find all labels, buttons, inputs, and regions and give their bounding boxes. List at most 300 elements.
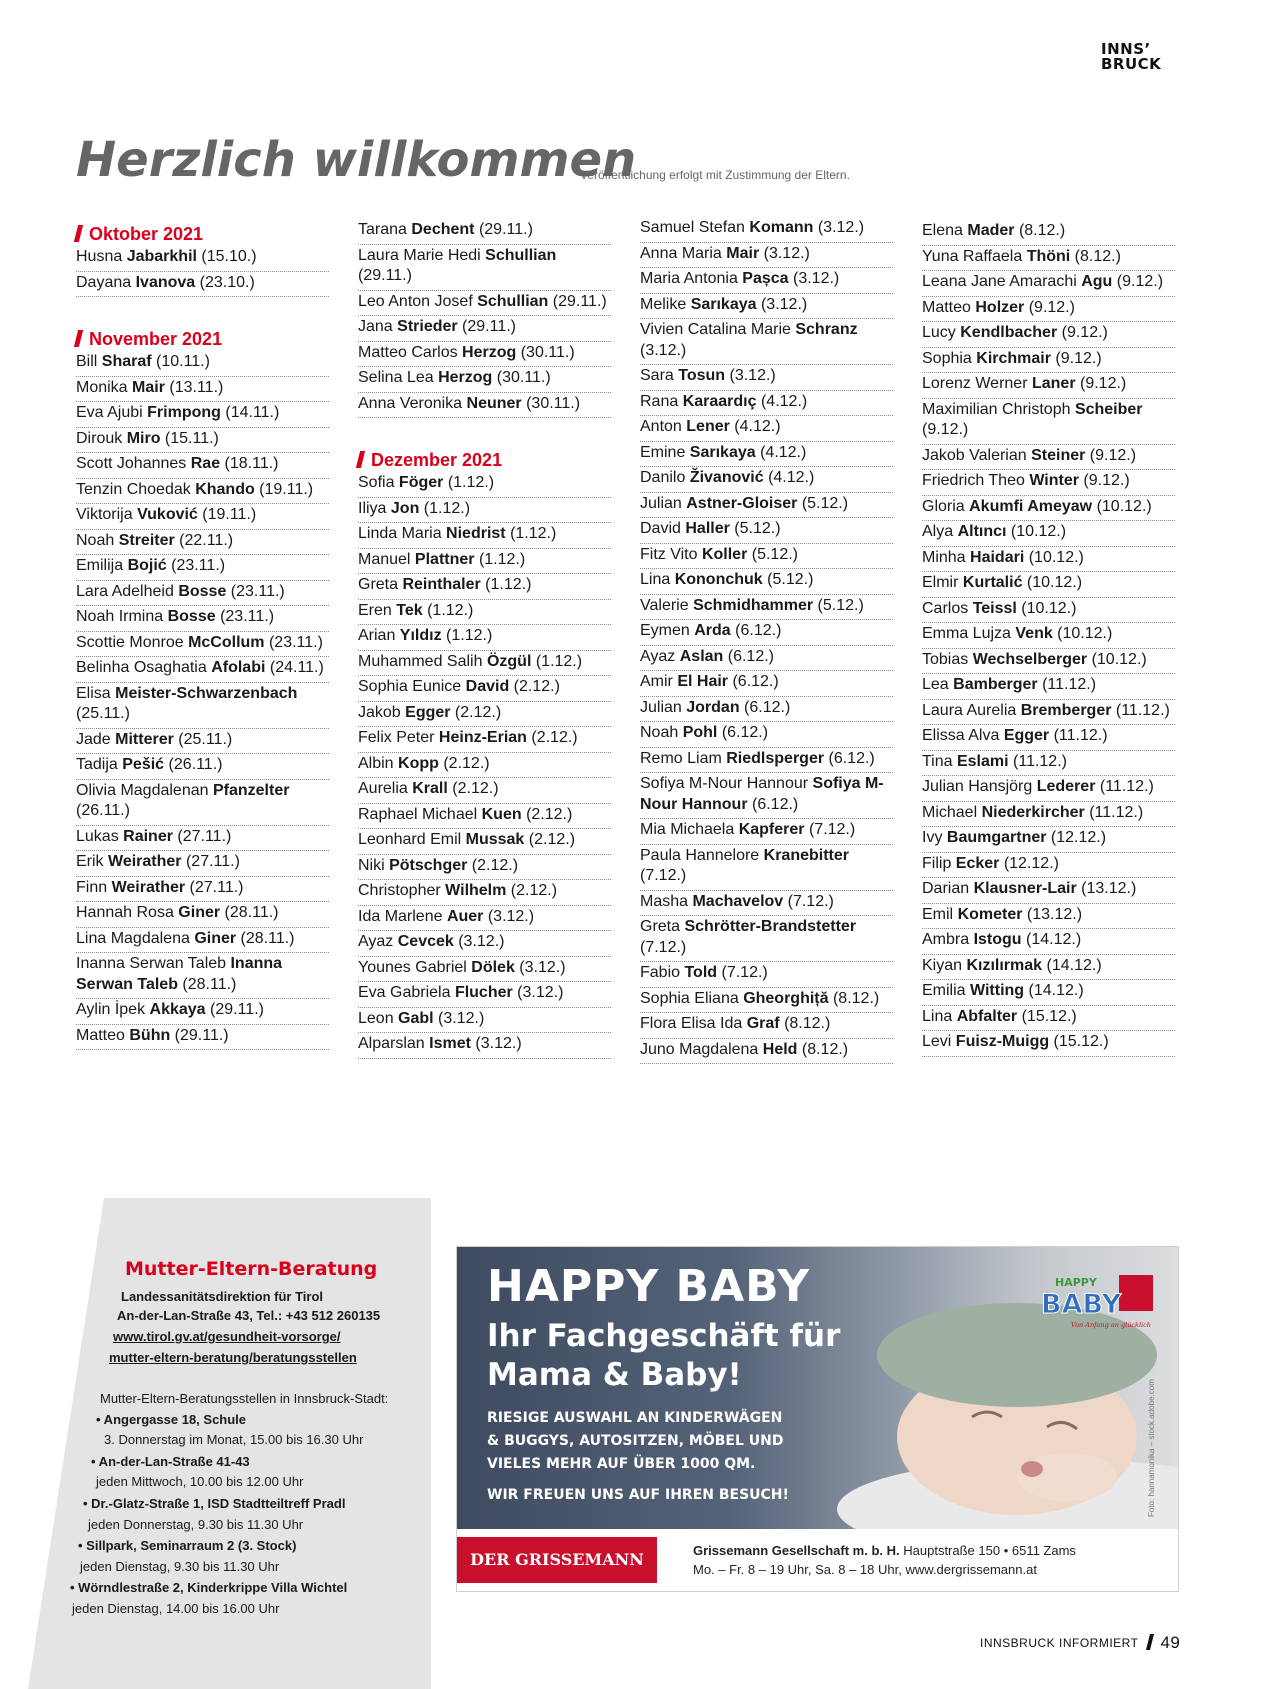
first-names: Tobias [922, 650, 973, 668]
birth-date: (12.12.) [999, 854, 1059, 872]
birth-date: (15.12.) [1017, 1007, 1077, 1025]
first-names: Jade [76, 730, 116, 748]
birth-date: (14.11.) [220, 404, 280, 421]
birth-entry [640, 391, 893, 417]
surname: Ecker [955, 854, 1000, 872]
birth-entry [358, 651, 611, 677]
month-label: Dezember 2021 [371, 450, 503, 470]
birth-date: (1.12.) [480, 576, 532, 593]
birth-entry [922, 674, 1175, 700]
surname: Klausner-Lair [973, 880, 1077, 897]
ad-headline: HAPPY BABY [487, 1261, 811, 1312]
first-names: Danilo [640, 469, 690, 486]
birth-entry [922, 1006, 1175, 1032]
surname: Meister-Schwarzenbach [115, 684, 298, 702]
surname: Sharaf [101, 353, 152, 370]
birth-entry [922, 521, 1175, 547]
surname: Egger [405, 703, 451, 721]
surname: Herzog [438, 369, 493, 386]
first-names: Ida Marlene [358, 907, 447, 925]
birth-entry [922, 929, 1175, 955]
surname: Kopp [398, 754, 439, 772]
first-names: Aurelia [358, 780, 413, 797]
birth-date: (7.12.) [640, 938, 687, 956]
birth-date: (3.12.) [483, 907, 535, 925]
surname: Graf [746, 1015, 780, 1032]
surname: Eslami [956, 752, 1009, 770]
first-names: Tenzin Choedak [76, 480, 196, 498]
birth-entry [76, 504, 329, 530]
first-names: Paula Hannelore [640, 846, 764, 864]
surname: Özgül [486, 652, 532, 670]
birth-entry [922, 827, 1175, 853]
surname: Haidari [970, 548, 1025, 566]
first-names: Jana [358, 318, 398, 335]
first-names: Tarana [358, 221, 412, 238]
birth-entry [640, 697, 893, 723]
birth-date: (27.11.) [185, 878, 244, 896]
birth-date: (14.12.) [1024, 982, 1084, 999]
beratung-place-name: • Sillpark, Seminarraum 2 (3. Stock) [78, 1538, 297, 1553]
birth-entry [640, 620, 893, 646]
birth-date: (10.12.) [1052, 625, 1113, 642]
surname: Steiner [1031, 446, 1086, 464]
birth-entry [922, 373, 1175, 399]
surname: Inanna Serwan Taleb [76, 955, 283, 993]
first-names: Greta [640, 918, 685, 935]
first-names: Sophia Eliana [640, 989, 744, 1007]
birth-entry [358, 906, 611, 932]
birth-date: (10.12.) [1016, 599, 1077, 617]
surname: Neuner [466, 394, 522, 412]
birth-date: (10.11.) [151, 353, 210, 370]
birth-entry [922, 496, 1175, 522]
birth-date: (11.12.) [1111, 701, 1170, 719]
birth-entry [76, 555, 329, 581]
first-names: Masha [640, 892, 693, 910]
birth-date: (13.11.) [164, 378, 224, 396]
first-names: Yuna Raffaela [922, 247, 1027, 265]
surname: Bamberger [953, 676, 1038, 693]
birth-entry [922, 623, 1175, 649]
surname: Kurtalić [962, 574, 1023, 591]
beratung-place-time: jeden Dienstag, 14.00 bis 16.00 Uhr [72, 1601, 280, 1616]
first-names: Julian Hansjörg [922, 778, 1037, 795]
surname: Sarıkaya [689, 443, 756, 461]
first-names: Lucy [922, 324, 961, 341]
birth-date: (23.11.) [226, 582, 285, 600]
birth-entry [640, 467, 893, 493]
birth-date: (3.12.) [813, 219, 865, 236]
first-names: Mia Michaela [640, 821, 739, 838]
birth-date: (1.12.) [422, 601, 474, 619]
birth-date: (29.11.) [170, 1026, 229, 1044]
surname: Jon [390, 499, 420, 517]
surname: Bojić [127, 557, 167, 574]
birth-entry [640, 319, 893, 365]
birth-date: (3.12.) [453, 933, 505, 950]
grissemann-brand-button[interactable]: DER GRISSEMANN [457, 1537, 657, 1583]
birth-date: (11.12.) [1008, 752, 1067, 770]
first-names: Minha [922, 548, 971, 566]
birth-entry [922, 348, 1175, 374]
ad-body-line-3: VIELES MEHR AUF ÜBER 1000 QM. [487, 1456, 756, 1472]
birth-entry [358, 702, 611, 728]
birth-date: (29.11.) [474, 221, 533, 238]
birth-entry [922, 980, 1175, 1006]
surname: McCollum [188, 633, 265, 651]
birth-entry [640, 845, 893, 891]
surname: Arda [694, 622, 731, 639]
birth-entry [922, 853, 1175, 879]
first-names: Manuel [358, 550, 415, 568]
birth-entry [640, 671, 893, 697]
first-names: Matteo Carlos [358, 343, 463, 361]
first-names: Sophia Eunice [358, 678, 466, 695]
birth-entry [76, 683, 329, 729]
surname: Afolabi [211, 659, 266, 676]
first-names: Fitz Vito [640, 545, 702, 563]
birth-entry [640, 595, 893, 621]
birth-entry [640, 748, 893, 774]
surname: Niedrist [446, 525, 506, 542]
birth-entry [76, 632, 329, 658]
surname: Föger [398, 474, 444, 491]
first-names: Scottie Monroe [76, 633, 189, 651]
happy-baby-ad[interactable] [456, 1246, 1179, 1592]
birth-entry [640, 988, 893, 1014]
birth-date: (3.12.) [640, 341, 687, 359]
birth-date: (5.12.) [813, 596, 864, 614]
surname: Pfanzelter [212, 781, 290, 799]
birth-entry [358, 829, 611, 855]
birth-date: (7.12.) [717, 964, 768, 981]
surname: Pașca [742, 270, 789, 287]
birth-date: (9.12.) [1075, 375, 1127, 392]
logo-line-2: BRUCK [1101, 55, 1162, 73]
ad-photo-panel [457, 1247, 1178, 1529]
first-names: Laura Marie Hedi [358, 246, 486, 264]
birth-date: (3.12.) [433, 1009, 485, 1027]
month-marker-icon [356, 451, 365, 468]
birth-date: (19.11.) [254, 480, 314, 498]
surname: Cevcek [397, 933, 454, 950]
birth-entry [640, 962, 893, 988]
birth-date: (2.12.) [526, 729, 578, 746]
section-spacer [76, 297, 329, 325]
beratung-place-time: jeden Donnerstag, 9.30 bis 11.30 Uhr [88, 1517, 304, 1532]
surname: Giner [194, 929, 237, 947]
first-names: Raphael Michael [358, 805, 482, 823]
surname: Rae [190, 455, 221, 472]
surname: Bosse [178, 582, 227, 600]
birth-entry [76, 530, 329, 556]
birth-entry [922, 598, 1175, 624]
surname: Pohl [682, 724, 718, 741]
first-names: Elissa Alva [922, 727, 1004, 744]
birth-date: (28.11.) [236, 929, 295, 947]
month-label: November 2021 [89, 329, 223, 349]
birth-entry [76, 453, 329, 479]
birth-entry [922, 776, 1175, 802]
surname: Miro [126, 429, 161, 447]
surname: Weirather [108, 853, 182, 870]
surname: Akkaya [149, 1001, 206, 1018]
page-footer [980, 1633, 1180, 1653]
first-names: Viktorija [76, 506, 138, 523]
surname: Rainer [123, 827, 173, 845]
ad-company-address: Hauptstraße 150 • 6511 Zams [899, 1543, 1076, 1558]
ad-body-text [487, 1407, 783, 1476]
first-names: Rana [640, 392, 683, 410]
birth-date: (23.11.) [166, 557, 226, 574]
beratung-link-1[interactable]: www.tirol.gv.at/gesundheit-vorsorge/ [113, 1329, 341, 1344]
birth-entry [640, 773, 893, 819]
birth-entry [640, 891, 893, 917]
birth-date: (14.12.) [1042, 956, 1102, 974]
birth-entry [76, 953, 329, 999]
first-names: Sara [640, 367, 679, 384]
birth-entry [640, 493, 893, 519]
surname: Gheorghiță [743, 989, 829, 1007]
surname: Giner [178, 904, 221, 921]
first-names: Olivia Magdalenan [76, 781, 213, 799]
birth-date: (2.12.) [450, 703, 502, 721]
birth-entry [76, 754, 329, 780]
surname: Bühn [129, 1026, 171, 1044]
surname: Jabarkhil [126, 248, 197, 265]
birth-date: (26.11.) [76, 802, 130, 819]
birth-date: (2.12.) [506, 882, 558, 899]
birth-date: (9.12.) [1024, 298, 1075, 316]
first-names: Sofia [358, 474, 399, 491]
birth-date: (6.12.) [717, 724, 769, 741]
surname: Told [684, 964, 718, 981]
surname: Plattner [414, 550, 475, 568]
first-names: Elisa [76, 684, 116, 702]
surname: Mader [967, 222, 1015, 239]
logo-tagline: Von Anfang an glücklich [1071, 1321, 1151, 1329]
birth-entry [640, 294, 893, 320]
birth-column-1 [76, 220, 329, 1050]
first-names: Levi [922, 1033, 956, 1050]
birth-entry [358, 778, 611, 804]
birth-entry [76, 729, 329, 755]
surname: Kuen [481, 805, 522, 823]
first-names: Carlos [922, 599, 973, 617]
birth-date: (23.11.) [264, 633, 323, 651]
beratung-place-name: • Angergasse 18, Schule [96, 1412, 247, 1427]
first-names: Ayaz [640, 647, 680, 665]
magazine-name: INNSBRUCK INFORMIERT [980, 1636, 1139, 1650]
birth-entry [358, 291, 611, 317]
first-names: Scott Johannes [76, 455, 191, 472]
beratung-address: An-der-Lan-Straße 43, Tel.: +43 512 260135 [117, 1308, 381, 1323]
birth-entry [922, 802, 1175, 828]
first-names: Linda Maria [358, 525, 447, 542]
beratung-place-time: 3. Donnerstag im Monat, 15.00 bis 16.30 Uhr [104, 1432, 364, 1447]
surname: Lederer [1036, 778, 1096, 795]
surname: Abfalter [956, 1007, 1018, 1025]
first-names: Alya [922, 523, 958, 540]
first-names: Kiyan [922, 956, 967, 974]
first-names: Leo Anton Josef [358, 292, 478, 310]
first-names: Ambra [922, 931, 974, 948]
birth-entry [76, 581, 329, 607]
birth-entry [922, 470, 1175, 496]
first-names: Elmir [922, 574, 963, 591]
surname: Baumgartner [946, 829, 1047, 846]
first-names: Iliya [358, 499, 391, 517]
surname: Altıncı [957, 523, 1007, 540]
surname: Winter [1029, 472, 1079, 489]
first-names: Maria Antonia [640, 270, 743, 287]
birth-date: (3.12.) [514, 958, 566, 976]
birth-entry [358, 342, 611, 368]
birth-date: (10.12.) [1006, 523, 1067, 540]
birth-entry [76, 272, 329, 298]
first-names: Darian [922, 880, 974, 897]
birth-entry [922, 246, 1175, 272]
birth-date: (1.12.) [531, 652, 583, 670]
surname: Mussak [465, 831, 525, 848]
first-names: Greta [358, 576, 403, 593]
first-names: Leana Jane Amarachi [922, 273, 1082, 290]
birth-date: (2.12.) [467, 856, 519, 874]
birth-entry [76, 428, 329, 454]
birth-date: (10.12.) [1087, 650, 1147, 668]
first-names: Lina Magdalena [76, 929, 195, 947]
birth-date: (4.12.) [763, 469, 815, 486]
first-names: Matteo [76, 1026, 130, 1044]
birth-date: (7.12.) [783, 892, 834, 910]
first-names: Michael [922, 803, 982, 821]
surname: Mitterer [115, 730, 174, 748]
birth-date: (9.12.) [1050, 349, 1102, 367]
birth-date: (4.12.) [755, 443, 807, 461]
birth-date: (10.12.) [1022, 574, 1083, 591]
surname: Tosun [678, 367, 726, 384]
birth-date: (28.11.) [220, 904, 279, 921]
birth-date: (30.11.) [492, 369, 551, 386]
birth-entry [358, 931, 611, 957]
birth-entry [640, 217, 893, 243]
birth-date: (25.11.) [173, 730, 233, 748]
surname: Astner-Gloiser [686, 494, 798, 512]
birth-entry [922, 751, 1175, 777]
birth-date: (1.12.) [441, 627, 493, 644]
photo-credit: Foto: hannamonika – stock.adobe.com [1147, 1379, 1156, 1517]
first-names: Christopher [358, 882, 446, 899]
surname: Kendlbacher [960, 324, 1058, 341]
ad-hours[interactable]: Mo. – Fr. 8 – 19 Uhr, Sa. 8 – 18 Uhr, www.dergrissemann.at [693, 1562, 1037, 1577]
surname: Mair [132, 378, 165, 396]
surname: David [465, 678, 510, 695]
birth-date: (5.12.) [797, 494, 849, 512]
beratung-org: Landessanitätsdirektion für Tirol [121, 1289, 324, 1304]
birth-entry [922, 271, 1175, 297]
birth-date: (8.12.) [797, 1040, 849, 1058]
beratung-link-2[interactable]: mutter-eltern-beratung/beratungsstellen [109, 1350, 357, 1365]
birth-entry [640, 569, 893, 595]
birth-date: (27.11.) [172, 827, 232, 845]
ad-contact [693, 1541, 1076, 1579]
birth-entry [76, 902, 329, 928]
birth-entry [358, 574, 611, 600]
first-names: Younes Gabriel [358, 958, 472, 976]
surname: Ivanova [135, 273, 196, 291]
first-names: Flora Elisa Ida [640, 1015, 747, 1032]
birth-date: (10.12.) [1092, 497, 1152, 515]
first-names: Lea [922, 676, 954, 693]
birth-entry [358, 1033, 611, 1059]
first-names: Jakob Valerian [922, 446, 1032, 464]
first-names: Valerie [640, 596, 694, 614]
first-names: Dayana [76, 273, 136, 291]
surname: Strieder [397, 318, 458, 335]
birth-date: (9.12.) [1112, 273, 1164, 290]
birth-column-3 [640, 217, 893, 1064]
first-names: Melike [640, 295, 691, 313]
first-names: Belinha Osaghatia [76, 659, 212, 676]
birth-entry [76, 479, 329, 505]
birth-entry [358, 367, 611, 393]
birth-date: (28.11.) [177, 975, 237, 993]
birth-entry [358, 804, 611, 830]
birth-entry [358, 982, 611, 1008]
birth-date: (25.11.) [76, 705, 130, 722]
surname: Tek [396, 601, 423, 619]
birth-entry [922, 322, 1175, 348]
first-names: Gloria [922, 497, 970, 515]
surname: Karaardıç [682, 392, 757, 410]
surname: Kapferer [738, 821, 805, 838]
surname: Kızılırmak [966, 956, 1043, 974]
surname: Dölek [471, 958, 515, 976]
surname: Schranz [795, 321, 858, 338]
surname: Weirather [111, 878, 186, 896]
birth-date: (2.12.) [521, 805, 573, 823]
birth-entry [640, 819, 893, 845]
surname: Reinthaler [402, 576, 481, 593]
birth-date: (5.12.) [762, 571, 814, 588]
beratung-intro: Mutter-Eltern-Beratungsstellen in Innsbruck-Stadt: [100, 1391, 389, 1406]
birth-entry [76, 928, 329, 954]
first-names: Eymen [640, 622, 695, 639]
birth-date: (6.12.) [747, 795, 799, 813]
birth-date: (19.11.) [197, 506, 257, 523]
surname: Ismet [429, 1035, 471, 1052]
surname: Agu [1081, 273, 1113, 290]
ad-subheadline [487, 1317, 840, 1395]
surname: Witting [970, 982, 1025, 999]
birth-column-4 [922, 220, 1175, 1057]
birth-date: (15.12.) [1049, 1033, 1109, 1050]
surname: Aslan [679, 647, 724, 665]
birth-entry [76, 826, 329, 852]
birth-date: (8.12.) [1014, 222, 1066, 239]
birth-entry [358, 753, 611, 779]
birth-date: (23.10.) [195, 273, 255, 291]
first-names: Husna [76, 248, 127, 265]
birth-date: (3.12.) [725, 367, 776, 384]
ad-subheadline-line-1: Ihr Fachgeschäft für [487, 1318, 841, 1354]
birth-entry [640, 268, 893, 294]
first-names: Alparslan [358, 1035, 430, 1052]
surname: El Hair [677, 673, 729, 690]
birth-date: (13.12.) [1022, 905, 1083, 923]
birth-entry [76, 877, 329, 903]
